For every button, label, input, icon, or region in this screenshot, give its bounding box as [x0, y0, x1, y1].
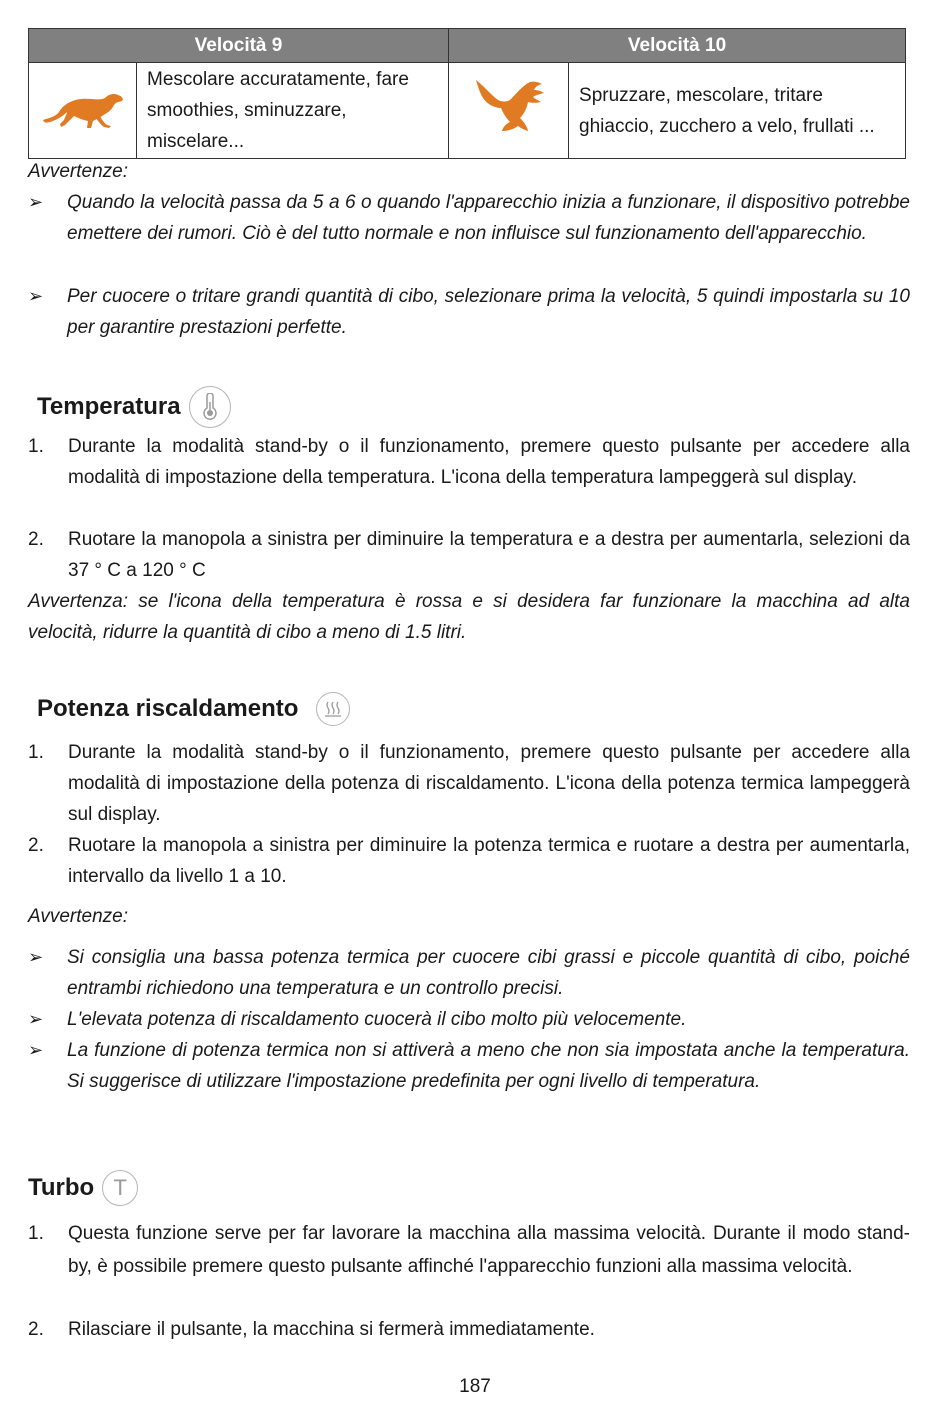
list-item [28, 830, 910, 892]
list-item [28, 1314, 910, 1345]
item-text: Durante la modalità stand-by o il funzionamento, premere questo pulsante per accedere alla modalità di impostazione della potenza di riscaldamento. L'icona della potenza termica lampeggerà sul display. [68, 742, 910, 825]
header-speed-10: Velocità 10 [449, 29, 906, 63]
arrow-bullet-icon: ➢ [28, 947, 44, 967]
speed-10-description: Spruzzare, mescolare, tritare ghiaccio, zucchero a velo, frullati ... [569, 63, 906, 159]
eagle-icon-cell [449, 63, 569, 159]
item-text: Durante la modalità stand-by o il funzionamento, premere questo pulsante per accedere alla modalità di impostazione della temperatura. L'icona della temperatura lampeggerà sul display. [68, 436, 910, 488]
page-number: 187 [459, 1376, 491, 1397]
cheetah-icon-cell [29, 63, 137, 159]
item-number: 2. [28, 835, 44, 856]
warnings-title: Avvertenze: [28, 161, 128, 182]
item-text: Ruotare la manopola a sinistra per diminuire la temperatura e a destra per aumentarla, selezioni da 37 ° C a 120 ° C [68, 529, 910, 581]
item-number: 1. [28, 742, 44, 763]
list-item [28, 431, 910, 493]
item-text: Rilasciare il pulsante, la macchina si fermerà immediatamente. [68, 1319, 595, 1340]
warning-text: La funzione di potenza termica non si attiverà a meno che non sia impostata anche la temperatura. Si suggerisce di utilizzare l'impostazione predefinita per ogni livello di temperatura. [67, 1040, 910, 1092]
item-number: 2. [28, 1319, 44, 1340]
section-heating-power-heading [37, 692, 350, 726]
warnings-title: Avvertenze: [28, 906, 128, 927]
list-item [28, 281, 910, 343]
list-item [28, 1217, 910, 1283]
list-item [28, 1035, 910, 1097]
section-temperature-heading [37, 386, 231, 428]
item-text: Ruotare la manopola a sinistra per diminuire la potenza termica e ruotare a destra per aumentarla, intervallo da livello 1 a 10. [68, 835, 910, 887]
warning-text: Per cuocere o tritare grandi quantità di cibo, selezionare prima la velocità, 5 quindi impostarla su 10 per garantire prestazioni perfette. [67, 286, 910, 338]
eagle-icon [472, 76, 546, 136]
arrow-bullet-icon: ➢ [28, 286, 44, 306]
arrow-bullet-icon: ➢ [28, 1009, 44, 1029]
heat-waves-icon [316, 692, 350, 726]
section-title: Temperatura [37, 393, 181, 420]
item-number: 1. [28, 436, 44, 457]
header-speed-9: Velocità 9 [29, 29, 449, 63]
warning-text: L'elevata potenza di riscaldamento cuocerà il cibo molto più velocemente. [67, 1009, 687, 1030]
warning-text: Si consiglia una bassa potenza termica per cuocere cibi grassi e piccole quantità di cibo, poiché entrambi richiedono una temperatura e un controllo precisi. [67, 947, 910, 999]
speed-table [28, 28, 906, 159]
arrow-bullet-icon: ➢ [28, 192, 44, 212]
arrow-bullet-icon: ➢ [28, 1040, 44, 1060]
list-item [28, 1004, 910, 1035]
section-turbo-heading [28, 1170, 138, 1206]
list-item [28, 187, 910, 249]
list-item [28, 942, 910, 1004]
turbo-t-icon: T [102, 1170, 138, 1206]
section-title: Turbo [28, 1174, 95, 1201]
speed-9-description: Mescolare accuratamente, fare smoothies, sminuzzare, miscelare... [137, 63, 449, 159]
thermometer-icon [189, 386, 231, 428]
section-title: Potenza riscaldamento [37, 695, 299, 722]
list-item [28, 524, 910, 586]
list-item [28, 737, 910, 830]
item-text: Questa funzione serve per far lavorare la macchina alla massima velocità. Durante il modo stand-by, è possibile premere questo pulsante affinché l'apparecchio funzioni alla massima velocità. [68, 1223, 910, 1277]
cheetah-icon [41, 83, 125, 129]
warning-text: Quando la velocità passa da 5 a 6 o quando l'apparecchio inizia a funzionare, il dispositivo potrebbe emettere dei rumori. Ciò è del tutto normale e non influisce sul funzionamento dell'apparecchio. [67, 192, 910, 244]
table-row [29, 63, 906, 159]
temperature-warning: Avvertenza: se l'icona della temperatura è rossa e si desidera far funzionare la macchina ad alta velocità, ridurre la quantità di cibo a meno di 1.5 litri. [28, 591, 910, 643]
item-number: 2. [28, 529, 44, 550]
item-number: 1. [28, 1223, 44, 1244]
